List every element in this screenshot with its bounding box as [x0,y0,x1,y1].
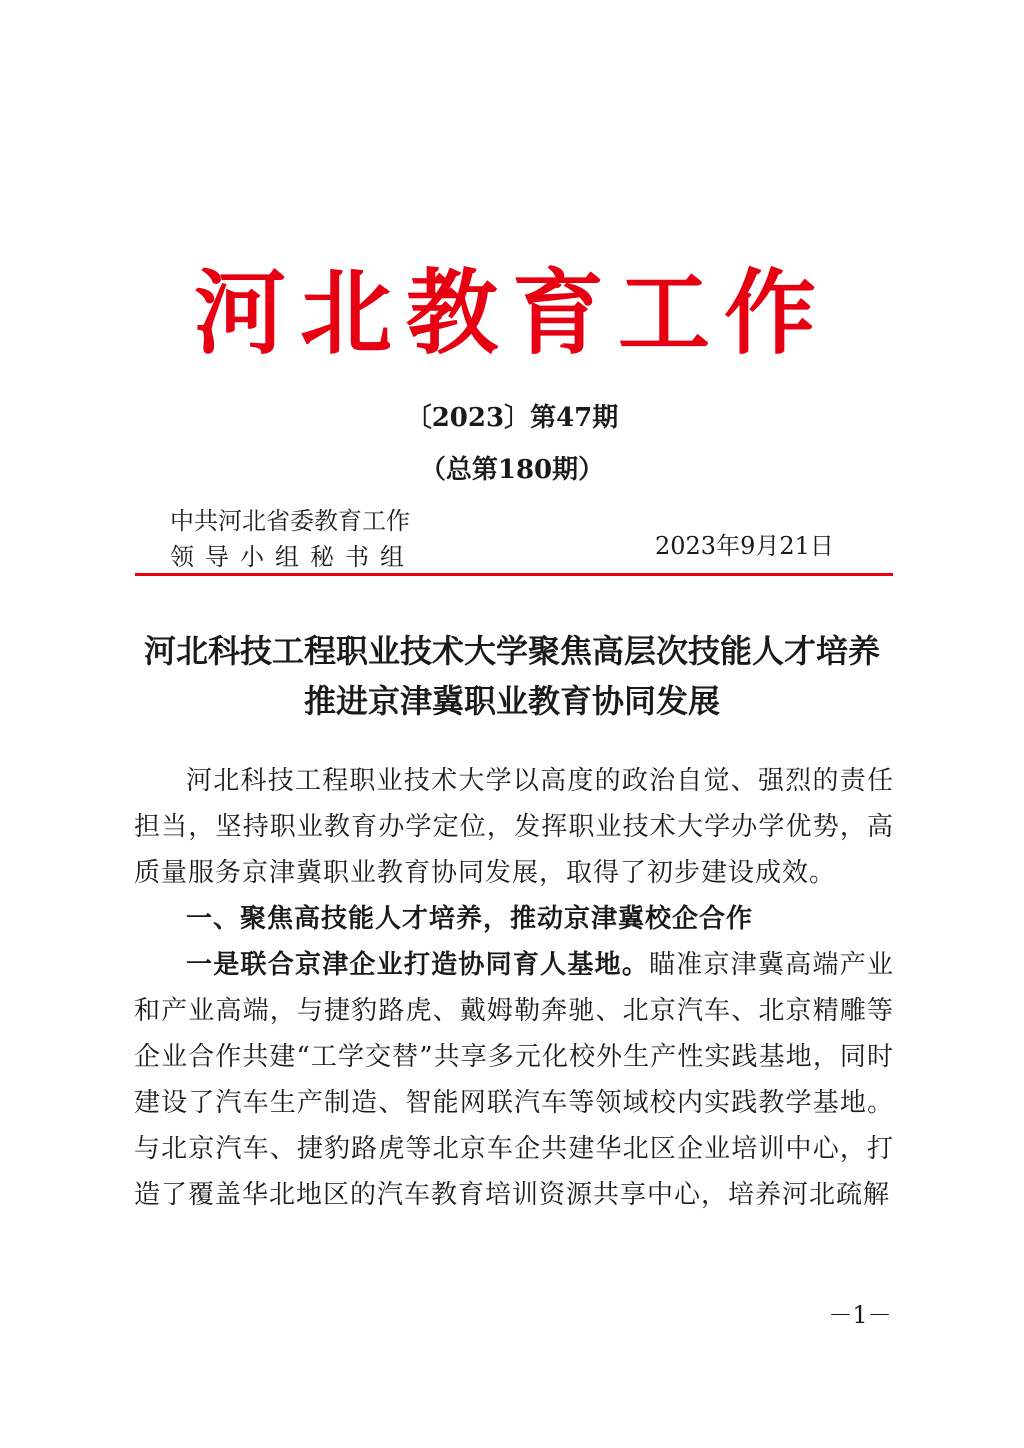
section-heading-1: 一、聚焦高技能人才培养，推动京津冀校企合作 [186,904,754,934]
intro-paragraph: 河北科技工程职业技术大学以高度的政治自觉、强烈的责任担当，坚持职业教育办学定位，发挥职业技术大学办学优势，高质量服务京津冀职业教育协同发展，取得了初步建设成效。 [134,766,894,888]
paragraph-lead: 一是联合京津企业打造协同育人基地。 [186,950,650,980]
issue-total: （总第180期） [419,455,605,485]
article-title-line-2: 推进京津冀职业教育协同发展 [303,682,720,720]
issuer-line-1: 中共河北省委教育工作 [170,507,410,535]
article-title-line-1: 河北科技工程职业技术大学聚焦高层次技能人才培养 [143,632,880,670]
issue-date: 2023年9月21日 [655,532,834,560]
red-divider [135,573,893,576]
issuer-line-2: 领导小组秘书组 [170,543,415,571]
body-paragraph-2 [134,942,894,1218]
masthead-title: 河北教育工作 [193,259,830,367]
article-body [134,758,894,1218]
article-title [120,626,904,726]
paragraph-text: 瞄准京津冀高端产业和产业高端，与捷豹路虎、戴姆勒奔驰、北京汽车、北京精雕等企业合作共建“工学交替”共享多元化校外生产性实践基地，同时建设了汽车生产制造、智能网联汽车等领域校内实践教学基地。与北京汽车、捷豹路虎等北京车企共建华北区企业培训中心，打造了覆盖华北地区的汽车教育培训资源共享中心，培养河北疏解 [134,950,894,1210]
page-number: －1－ [828,1301,892,1329]
issue-number: 〔2023〕第47期 [405,403,619,433]
issuer-block [170,503,415,575]
